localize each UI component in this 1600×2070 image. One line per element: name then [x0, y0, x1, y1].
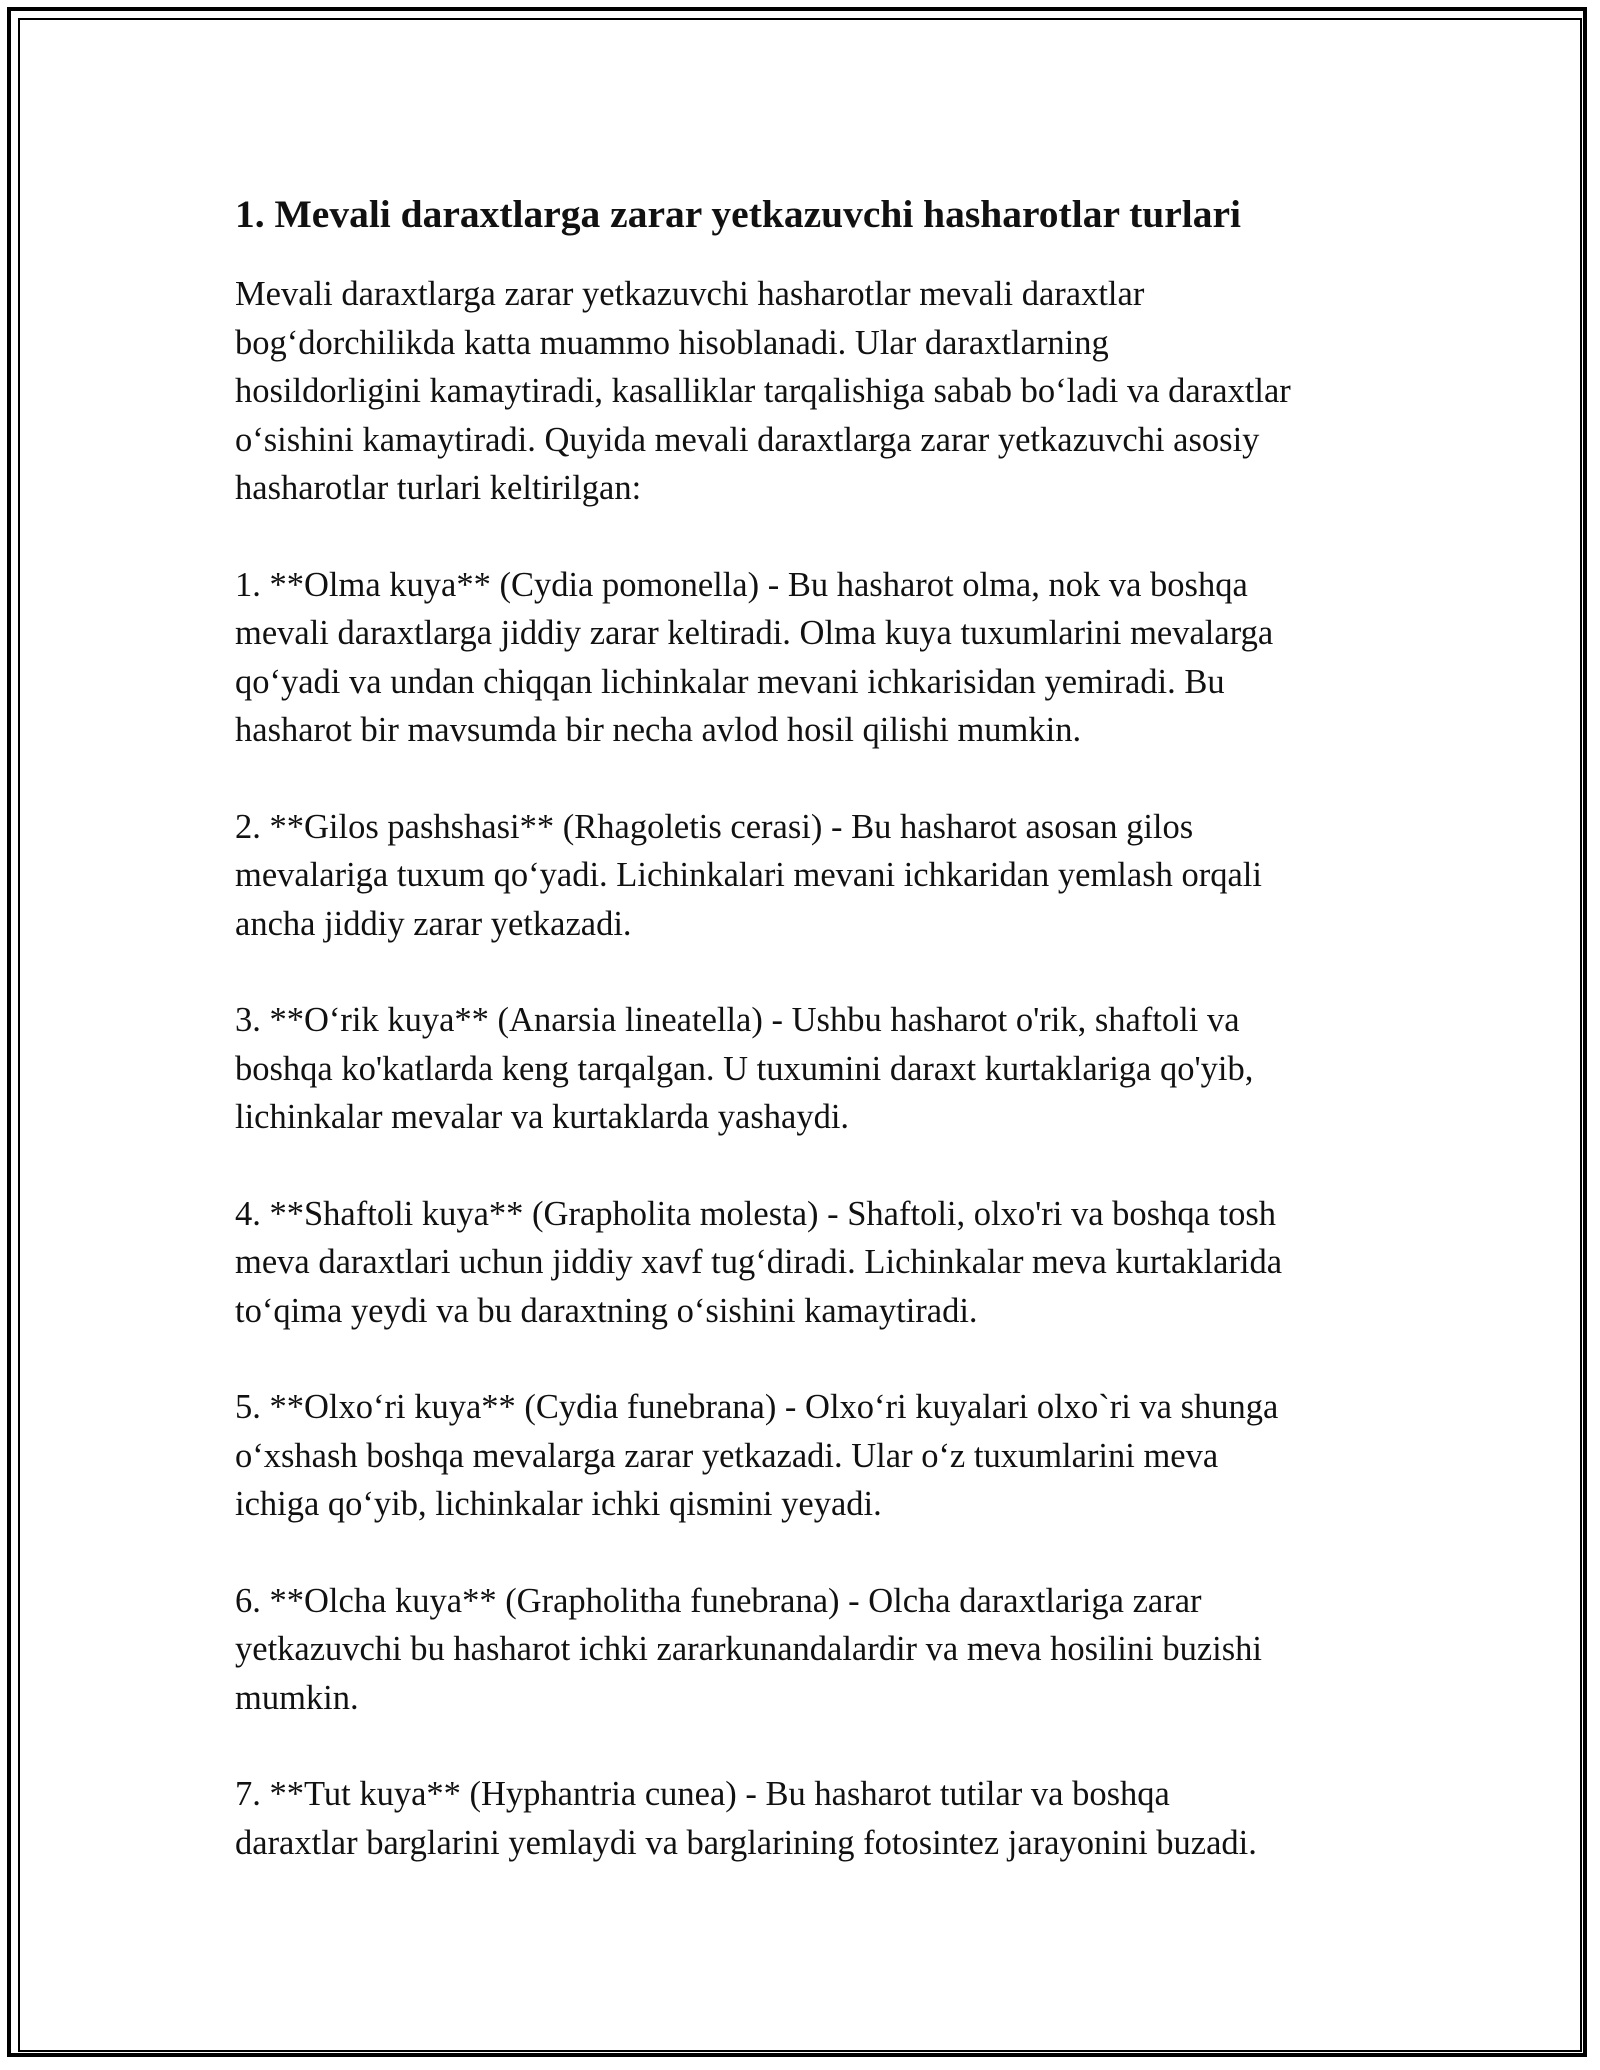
intro-paragraph [235, 270, 1385, 513]
text-line: yetkazuvchi bu hasharot ichki zararkunandalardir va meva hosilini buzishi [235, 1630, 1262, 1668]
text-line: ancha jiddiy zarar yetkazadi. [235, 904, 632, 943]
text-line: to‘qima yeydi va bu daraxtning o‘sishini kamaytiradi. [235, 1291, 978, 1330]
text-line: meva daraxtlari uchun jiddiy xavf tug‘diradi. Lichinkalar meva kurtaklarida [235, 1243, 1283, 1281]
list-item-paragraph [235, 1577, 1385, 1723]
text-line: hasharotlar turlari keltirilgan: [235, 469, 642, 507]
list-item-paragraph [235, 1383, 1385, 1529]
text-line: 5. **Olxo‘ri kuya** (Cydia funebrana) - Olxo‘ri kuyalari olxo`ri va shunga [235, 1388, 1279, 1426]
list-item-paragraph [235, 1770, 1385, 1867]
text-line: daraxtlar barglarini yemlaydi va barglarining fotosintez jarayonini buzadi. [235, 1823, 1257, 1862]
list-item-paragraph [235, 1190, 1385, 1336]
text-line: mumkin. [235, 1678, 359, 1717]
text-line: mevali daraxtlarga jiddiy zarar keltiradi. Olma kuya tuxumlarini mevalarga [235, 614, 1274, 652]
text-line: bog‘dorchilikda katta muammo hisoblanadi. Ular daraxtlarning [235, 323, 1109, 362]
document-title: 1. Mevali daraxtlarga zarar yetkazuvchi hasharotlar turlari [235, 192, 1242, 236]
text-line: 1. **Olma kuya** (Cydia pomonella) - Bu hasharot olma, nok va boshqa [235, 565, 1248, 604]
text-line: qo‘yadi va undan chiqqan lichinkalar mevani ichkarisidan yemiradi. Bu [235, 662, 1225, 701]
text-line: o‘sishini kamaytiradi. Quyida mevali daraxtlarga zarar yetkazuvchi asosiy [235, 420, 1260, 459]
list-item-paragraph [235, 561, 1385, 755]
text-line: o‘xshash boshqa mevalarga zarar yetkazadi. Ular o‘z tuxumlarini meva [235, 1436, 1219, 1475]
text-line: hosildorligini kamaytiradi, kasalliklar tarqalishiga sabab bo‘ladi va daraxtlar [235, 372, 1291, 410]
text-line: 3. **O‘rik kuya** (Anarsia lineatella) - Ushbu hasharot o'rik, shaftoli va [235, 1001, 1240, 1039]
text-line: lichinkalar mevalar va kurtaklarda yashaydi. [235, 1098, 850, 1136]
text-line: hasharot bir mavsumda bir necha avlod hosil qilishi mumkin. [235, 711, 1082, 749]
text-line: 2. **Gilos pashshasi** (Rhagoletis cerasi) - Bu hasharot asosan gilos [235, 807, 1194, 846]
text-line: 4. **Shaftoli kuya** (Grapholita molesta) - Shaftoli, olxo'ri va boshqa tosh [235, 1194, 1277, 1233]
text-line: boshqa ko'katlarda keng tarqalgan. U tuxumini daraxt kurtaklariga qo'yib, [235, 1049, 1254, 1088]
paragraph-list [235, 270, 1385, 1867]
list-item-paragraph [235, 996, 1385, 1142]
text-line: 6. **Olcha kuya** (Grapholitha funebrana) - Olcha daraxtlariga zarar [235, 1581, 1202, 1620]
text-line: Mevali daraxtlarga zarar yetkazuvchi hasharotlar mevali daraxtlar [235, 275, 1145, 313]
text-line: 7. **Tut kuya** (Hyphantria cunea) - Bu hasharot tutilar va boshqa [235, 1775, 1170, 1813]
text-line: mevalariga tuxum qo‘yadi. Lichinkalari mevani ichkaridan yemlash orqali [235, 856, 1262, 894]
text-line: ichiga qo‘yib, lichinkalar ichki qismini yeyadi. [235, 1485, 882, 1523]
list-item-paragraph [235, 803, 1385, 949]
document-body [235, 188, 1385, 1915]
